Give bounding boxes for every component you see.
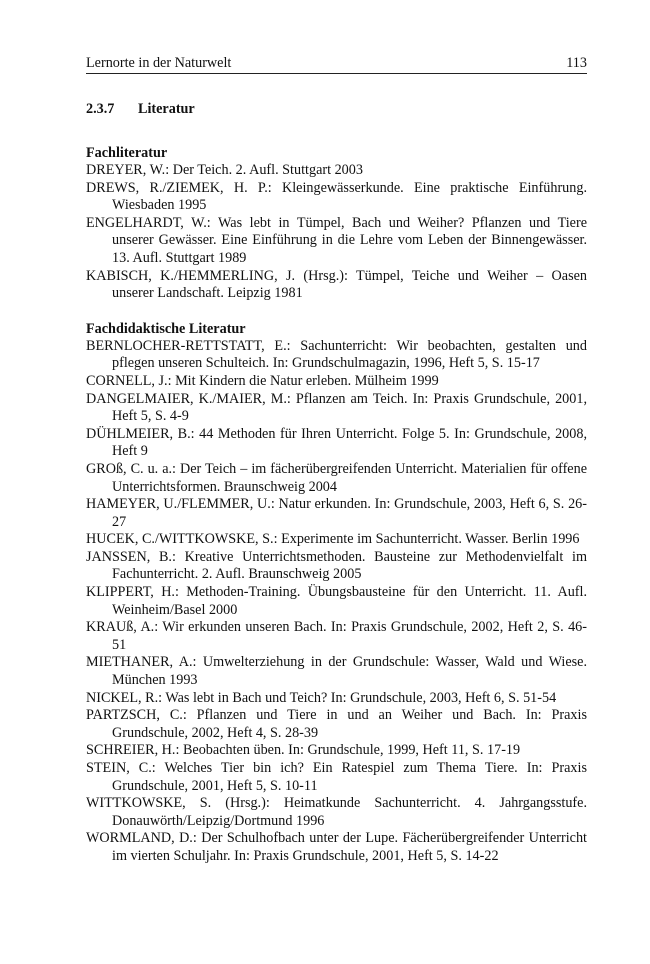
subheading-fachliteratur: Fachliteratur [86,145,168,161]
reference-entry: PARTZSCH, C.: Pflanzen und Tiere in und an Weiher und Bach. In: Praxis Grundschule, 2002, Heft 4, S. 28-39 [86,707,587,741]
reference-entry: DREWS, R./ZIEMEK, H. P.: Kleingewässerkunde. Eine praktische Einführung. Wiesbaden 1995 [86,179,587,214]
reference-entry: ENGELHARDT, W.: Was lebt in Tümpel, Bach und Weiher? Pflanzen und Tiere unserer Gewässer. Eine Einführung in die Lehre vom Leben der Binnengewässer. 13. Aufl. Stuttgart 1989 [86,214,587,266]
running-title: Lernorte in der Naturwelt [86,55,232,71]
page-number: 113 [566,55,587,71]
book-page [86,54,587,866]
section-title: Literatur [138,101,195,117]
reference-entry: MIETHANER, A.: Umwelterziehung in der Grundschule: Wasser, Wald und Wiese. München 1993 [86,654,587,689]
reference-entry: KRAUß, A.: Wir erkunden unseren Bach. In: Praxis Grundschule, 2002, Heft 2, S. 46-51 [86,619,587,653]
reference-entry: HUCEK, C./WITTKOWSKE, S.: Experimente im Sachunterricht. Wasser. Berlin 1996 [86,531,580,548]
fachliteratur-list [86,162,587,303]
reference-entry: SCHREIER, H.: Beobachten üben. In: Grundschule, 1999, Heft 11, S. 17-19 [86,742,521,759]
reference-entry: NICKEL, R.: Was lebt in Bach und Teich? In: Grundschule, 2003, Heft 6, S. 51-54 [86,689,557,706]
reference-entry: WORMLAND, D.: Der Schulhofbach unter der Lupe. Fächerübergreifender Unterricht im vierten Schuljahr. In: Praxis Grundschule, 2001, Heft 5, S. 14-22 [86,830,587,864]
reference-entry: CORNELL, J.: Mit Kindern die Natur erleben. Mülheim 1999 [86,372,439,389]
reference-entry: GROß, C. u. a.: Der Teich – im fächerübergreifenden Unterricht. Materialien für offene Unterrichtsformen. Braunschweig 2004 [86,460,587,495]
reference-entry: WITTKOWSKE, S. (Hrsg.): Heimatkunde Sachunterricht. 4. Jahrgangsstufe. Donauwörth/Leipzig/Dortmund 1996 [86,795,587,829]
running-header [86,54,587,74]
reference-entry: DREYER, W.: Der Teich. 2. Aufl. Stuttgart 2003 [86,162,363,178]
reference-entry: DANGELMAIER, K./MAIER, M.: Pflanzen am Teich. In: Praxis Grundschule, 2001, Heft 5, S. 4-9 [86,390,587,425]
reference-entry: JANSSEN, B.: Kreative Unterrichtsmethoden. Bausteine zur Methodenvielfalt im Fachunterricht. 2. Aufl. Braunschweig 2005 [86,548,587,583]
section-number: 2.3.7 [86,101,115,117]
reference-entry: DÜHLMEIER, B.: 44 Methoden für Ihren Unterricht. Folge 5. In: Grundschule, 2008, Heft 9 [86,425,587,460]
reference-entry: KLIPPERT, H.: Methoden-Training. Übungsbausteine für den Unterricht. 11. Aufl. Weinheim/Basel 2000 [86,584,587,618]
fachdidaktik-list [86,338,587,866]
subheading-fachdidaktik: Fachdidaktische Literatur [86,320,246,337]
reference-entry: STEIN, C.: Welches Tier bin ich? Ein Ratespiel zum Thema Tiere. In: Praxis Grundschule, 2001, Heft 5, S. 10-11 [86,760,587,794]
reference-entry: HAMEYER, U./FLEMMER, U.: Natur erkunden. In: Grundschule, 2003, Heft 6, S. 26-27 [86,496,587,530]
section-heading [86,100,587,118]
reference-entry: BERNLOCHER-RETTSTATT, E.: Sachunterricht: Wir beobachten, gestalten und pflegen unseren Schulteich. In: Grundschulmagazin, 1996, Heft 5, S. 15-17 [86,337,587,372]
reference-entry: KABISCH, K./HEMMERLING, J. (Hrsg.): Tümpel, Teiche und Weiher – Oasen unserer Landschaft. Leipzig 1981 [86,267,587,302]
